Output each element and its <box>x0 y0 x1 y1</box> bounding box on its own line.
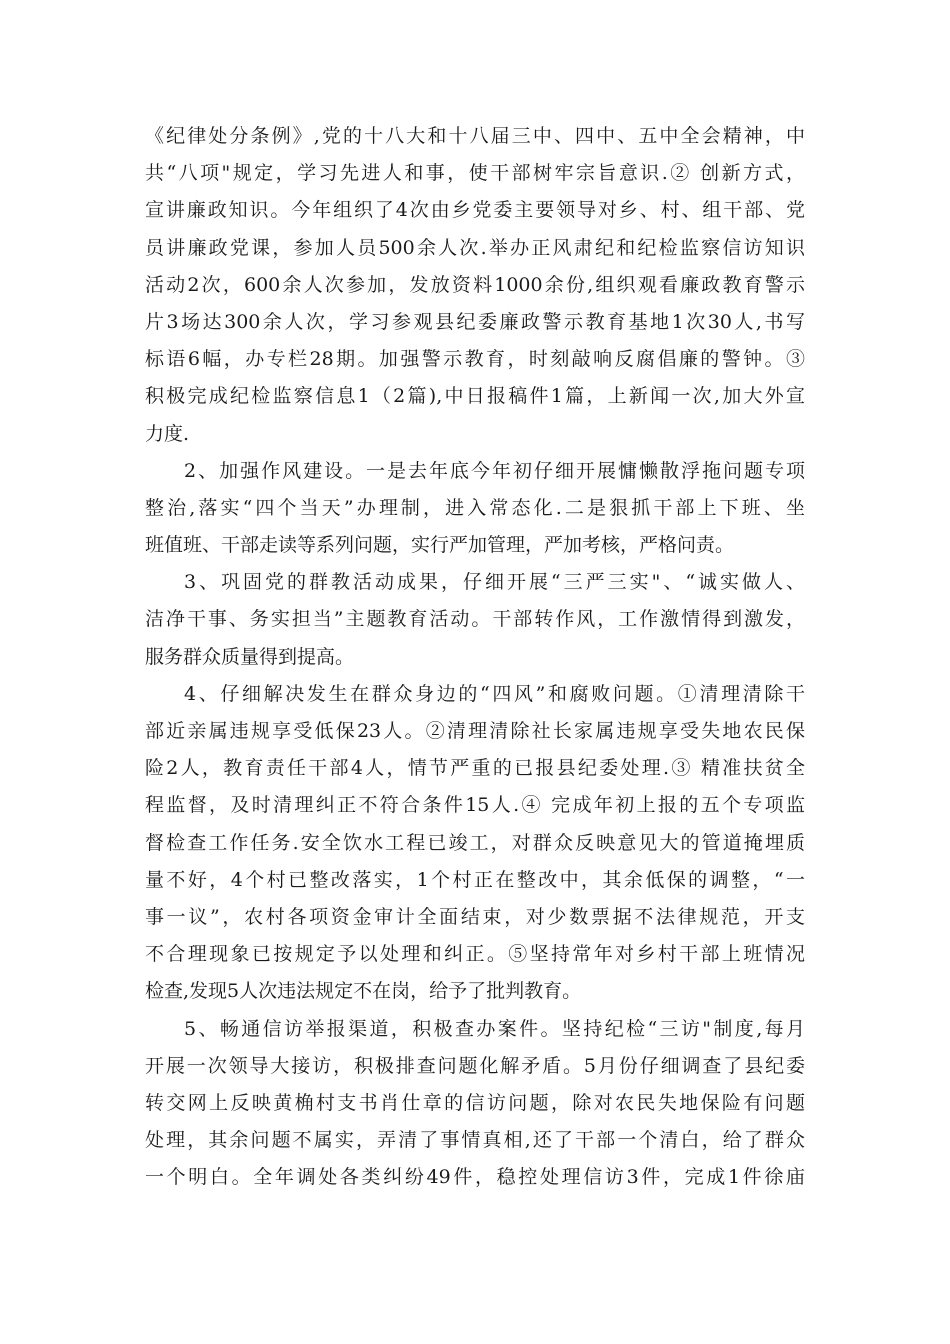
text-line: 部近亲属违规享受低保23人。②清理清除社长家属违规享受失地农民保 <box>145 720 805 742</box>
text-line: 事一议”，农村各项资金审计全面结束，对少数票据不法律规范，开支 <box>145 905 805 928</box>
text-line: 标语6幅，办专栏28期。加强警示教育，时刻敲响反腐倡廉的警钟。③ <box>145 348 805 371</box>
text-line: 转交网上反映黄桷村支书肖仕章的信访问题，除对农民失地保险有问题 <box>145 1091 805 1114</box>
text-line: 一个明白。全年调处各类纠纷49件，稳控处理信访3件，完成1件徐庙 <box>145 1166 805 1189</box>
text-line: 力度. <box>145 422 190 445</box>
text-line: 量不好，4个村已整改落实，1个村正在整改中，其余低保的调整，“一 <box>145 868 805 891</box>
text-line: 处理，其余问题不属实，弄清了事情真相,还了干部一个清白，给了群众 <box>145 1129 805 1152</box>
text-line: 程监督，及时清理纠正不符合条件15人.④ 完成年初上报的五个专项监 <box>145 794 805 817</box>
paragraph-start-line: 5、畅通信访举报渠道，积极查办案件。坚持纪检“三访"制度,每月 <box>184 1017 805 1040</box>
text-line: 不合理现象已按规定予以处理和纠正。⑤坚持常年对乡村干部上班情况 <box>145 943 805 966</box>
text-line: 《纪律处分条例》,党的十八大和十八届三中、四中、五中全会精神，中 <box>145 125 805 147</box>
text-line: 宣讲廉政知识。今年组织了4次由乡党委主要领导对乡、村、组干部、党 <box>145 199 805 222</box>
text-line: 检查,发现5人次违法规定不在岗，给予了批判教育。 <box>145 980 582 1003</box>
paragraph-start-line: 4、仔细解决发生在群众身边的“四风”和腐败问题。①清理清除干 <box>184 682 805 705</box>
paragraph-start-line: 2、加强作风建设。一是去年底今年初仔细开展慵懒散浮拖问题专项 <box>184 459 805 482</box>
text-line: 共“八项"规定，学习先进人和事，使干部树牢宗旨意识.② 创新方式， <box>145 162 805 185</box>
text-line: 整治,落实“四个当天”办理制，进入常态化.二是狠抓干部上下班、坐 <box>145 496 805 519</box>
text-line: 洁净干事、务实担当”主题教育活动。干部转作风，工作激情得到激发， <box>145 608 805 631</box>
text-line: 开展一次领导大接访，积极排查问题化解矛盾。5月份仔细调查了县纪委 <box>145 1054 805 1077</box>
paragraph-start-line: 3、巩固党的群教活动成果，仔细开展“三严三实"、“诚实做人、 <box>184 571 805 594</box>
text-line: 活动2次，600余人次参加，发放资料1000余份,组织观看廉政教育警示 <box>145 273 805 296</box>
document-body <box>145 118 805 1196</box>
text-line: 片3场达300余人次，学习参观县纪委廉政警示教育基地1次30人,书写 <box>145 310 805 333</box>
text-line: 督检查工作任务.安全饮水工程已竣工，对群众反映意见大的管道掩埋质 <box>145 831 805 854</box>
text-line: 积极完成纪检监察信息1（2篇),中日报稿件1篇，上新闻一次,加大外宣 <box>145 385 805 408</box>
text-line: 服务群众质量得到提高。 <box>145 645 355 668</box>
text-line: 班值班、干部走读等系列问题，实行严加管理，严加考核，严格问责。 <box>145 534 735 557</box>
text-line: 险2人，教育责任干部4人，情节严重的已报县纪委处理.③ 精准扶贫全 <box>145 757 805 780</box>
text-line: 员讲廉政党课，参加人员500余人次.举办正风肃纪和纪检监察信访知识 <box>145 236 805 259</box>
